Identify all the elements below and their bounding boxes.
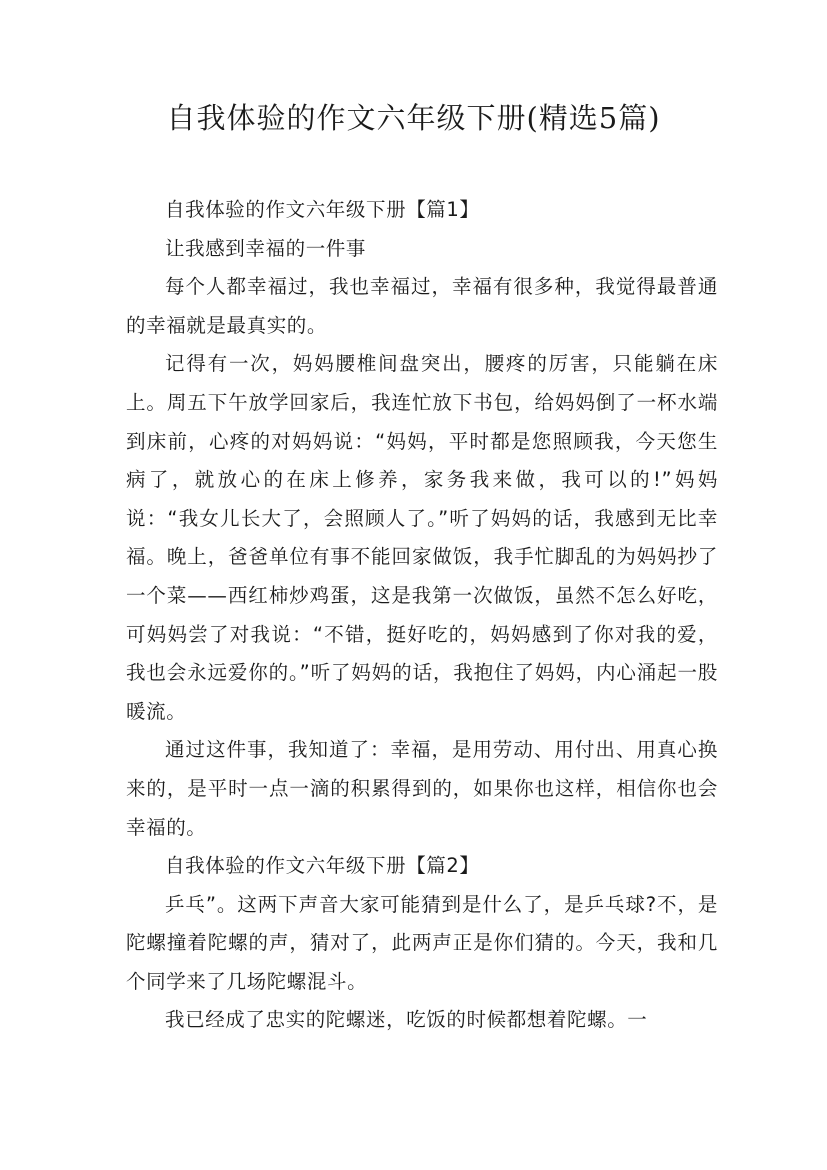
paragraph: 我已经成了忠实的陀螺迷，吃饭的时候都想着陀螺。一 — [165, 1008, 648, 1032]
section-heading-2: 自我体验的作文六年级下册【篇2】 — [165, 854, 480, 878]
document-body — [126, 191, 718, 1040]
essay-subtitle: 让我感到幸福的一件事 — [165, 236, 367, 260]
paragraph: 记得有一次，妈妈腰椎间盘突出，腰疼的厉害，只能躺在床上。周五下午放学回家后，我连忙放下书包，给妈妈倒了一杯水端到床前，心疼的对妈妈说：“妈妈，平时都是您照顾我，今天您生病了，就放心的在床上修养，家务我来做，我可以的!”妈妈说：“我女儿长大了，会照顾人了。”听了妈妈的话，我感到无比幸福。晚上，爸爸单位有事不能回家做饭，我手忙脚乱的为妈妈抄了一个菜——西红柿炒鸡蛋，这是我第一次做饭，虽然不怎么好吃，可妈妈尝了对我说：“不错，挺好吃的，妈妈感到了你对我的爱，我也会永远爱你的。”听了妈妈的话，我抱住了妈妈，内心涌起一股暖流。 — [126, 352, 718, 723]
paragraph: 每个人都幸福过，我也幸福过，幸福有很多种，我觉得最普通的幸福就是最真实的。 — [126, 275, 718, 337]
document-title: 自我体验的作文六年级下册(精选5篇) — [166, 101, 661, 135]
section-heading-1: 自我体验的作文六年级下册【篇1】 — [165, 198, 480, 221]
paragraph: 通过这件事，我知道了：幸福，是用劳动、用付出、用真心换来的，是平时一点一滴的积累得到的，如果你也这样，相信你也会幸福的。 — [126, 738, 718, 839]
paragraph: 乒乓”。这两下声音大家可能猜到是什么了，是乒乓球?不，是陀螺撞着陀螺的声，猜对了，此两声正是你们猜的。今天，我和几个同学来了几场陀螺混斗。 — [126, 892, 718, 993]
